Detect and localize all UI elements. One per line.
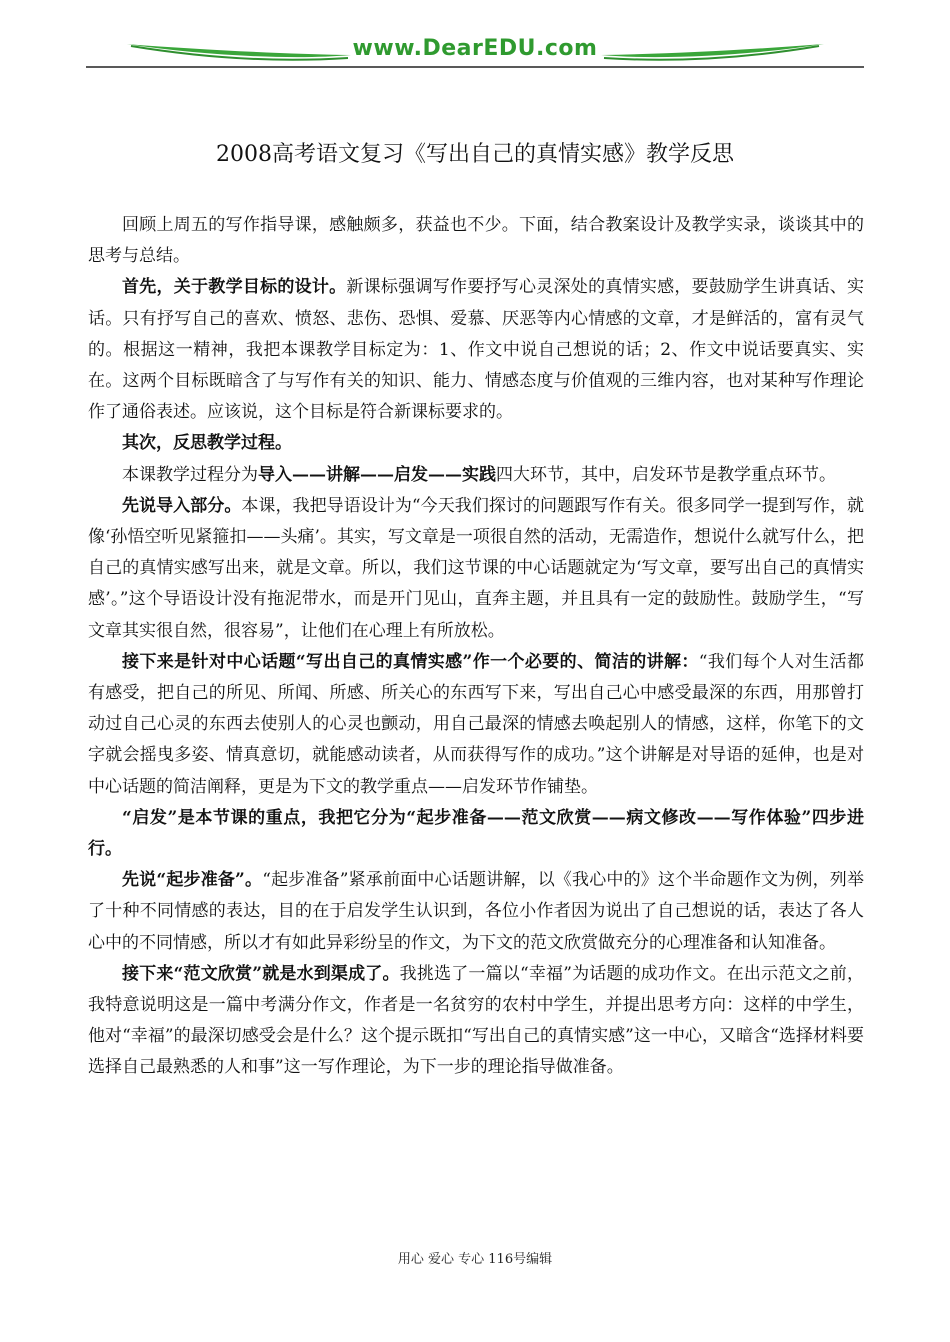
text-run: 四大环节，其中，启发环节是教学重点环节。 <box>496 464 836 485</box>
site-header <box>86 30 864 70</box>
body-paragraph <box>88 647 864 803</box>
body-paragraph <box>88 491 864 647</box>
bold-text-run: 先说“起步准备”。 <box>122 870 263 891</box>
text-run: 本课，我把导语设计为“今天我们探讨的问题跟写作有关。很多同学一提到写作，就像‘孙悟空听见紧箍扣——头痛’。其实，写文章是一项很自然的活动，无需造作，想说什么就写什么，把自己的真情实感写出来，就是文章。所以，我们这节课的中心话题就定为‘写文章，要写出自己的真情实感’。”这个导语设计没有拖泥带水，而是开门见山，直奔主题，并且具有一定的鼓励性。鼓励学生，“写文章其实很自然，很容易”，让他们在心理上有所放松。 <box>88 495 864 641</box>
text-run: 本课教学过程分为 <box>122 464 258 485</box>
page-footer: 用心 爱心 专心 116号编辑 <box>397 1252 553 1267</box>
body-paragraph <box>88 428 864 459</box>
document-title: 2008高考语文复习《写出自己的真情实感》教学反思 <box>216 141 734 167</box>
text-run: 我挑选了一篇以“幸福”为话题的成功作文。在出示范文之前，我特意说明这是一篇中考满分作文，作者是一名贫穷的农村中学生，并提出思考方向：这样的中学生，他对“幸福”的最深切感受会是什么？这个提示既扣“写出自己的真情实感”这一中心，又暗含“选择材料要选择自己最熟悉的人和事”这一写作理论，为下一步的理论指导做准备。 <box>88 963 864 1078</box>
bold-text-run: 接下来是针对中心话题“写出自己的真情实感”作一个必要的、简洁的讲解： <box>122 651 699 672</box>
body-paragraph <box>88 865 864 959</box>
bold-text-run: 接下来“范文欣赏”就是水到渠成了。 <box>122 963 400 984</box>
bold-text-run: 首先，关于教学目标的设计。 <box>122 277 347 298</box>
body-paragraph <box>88 460 864 491</box>
text-run: 回顾上周五的写作指导课，感触颇多，获益也不少。下面，结合教案设计及教学实录，谈谈其中的思考与总结。 <box>88 215 864 267</box>
bold-text-run: 导入——讲解——启发——实践 <box>258 464 496 485</box>
site-name: www.DearEDU.com <box>352 36 598 61</box>
bold-text-run: 先说导入部分。 <box>122 495 242 516</box>
text-run: 新课标强调写作要抒写心灵深处的真情实感，要鼓励学生讲真话、实话。只有抒写自己的喜欢、愤怒、悲伤、恐惧、爱慕、厌恶等内心情感的文章，才是鲜活的，富有灵气的。根据这一精神，我把本课教学目标定为：1、作文中说自己想说的话；2、作文中说话要真实、实在。这两个目标既暗含了与写作有关的知识、能力、情感态度与价值观的三维内容，也对某种写作理论作了通俗表述。应该说，这个目标是符合新课标要求的。 <box>88 277 865 423</box>
bold-text-run: 其次，反思教学过程。 <box>122 433 292 454</box>
text-run: “我们每个人对生活都有感受，把自己的所见、所闻、所感、所关心的东西写下来，写出自己心中感受最深的东西，用那曾打动过自己心灵的东西去使别人的心灵也颤动，用自己最深的情感去唤起别人的情感，这样，你笔下的文字就会摇曳多姿、情真意切，就能感动读者，从而获得写作的成功。”这个讲解是对导语的延伸，也是对中心话题的简洁阐释，更是为下文的教学重点——启发环节作铺垫。 <box>88 651 864 797</box>
body-paragraph <box>88 803 864 865</box>
body-paragraph <box>88 959 864 1084</box>
bold-text-run: “启发”是本节课的重点，我把它分为“起步准备——范文欣赏——病文修改——写作体验”四步进行。 <box>88 807 864 860</box>
body-paragraph <box>88 272 864 428</box>
document-body <box>88 210 864 1084</box>
body-paragraph <box>88 210 864 272</box>
text-run: “起步准备”紧承前面中心话题讲解，以《我心中的》这个半命题作文为例，列举了十种不同情感的表达，目的在于启发学生认识到，各位小作者因为说出了自己想说的话，表达了各人心中的不同情感，所以才有如此异彩纷呈的作文，为下文的范文欣赏做充分的心理准备和认知准备。 <box>88 870 864 953</box>
